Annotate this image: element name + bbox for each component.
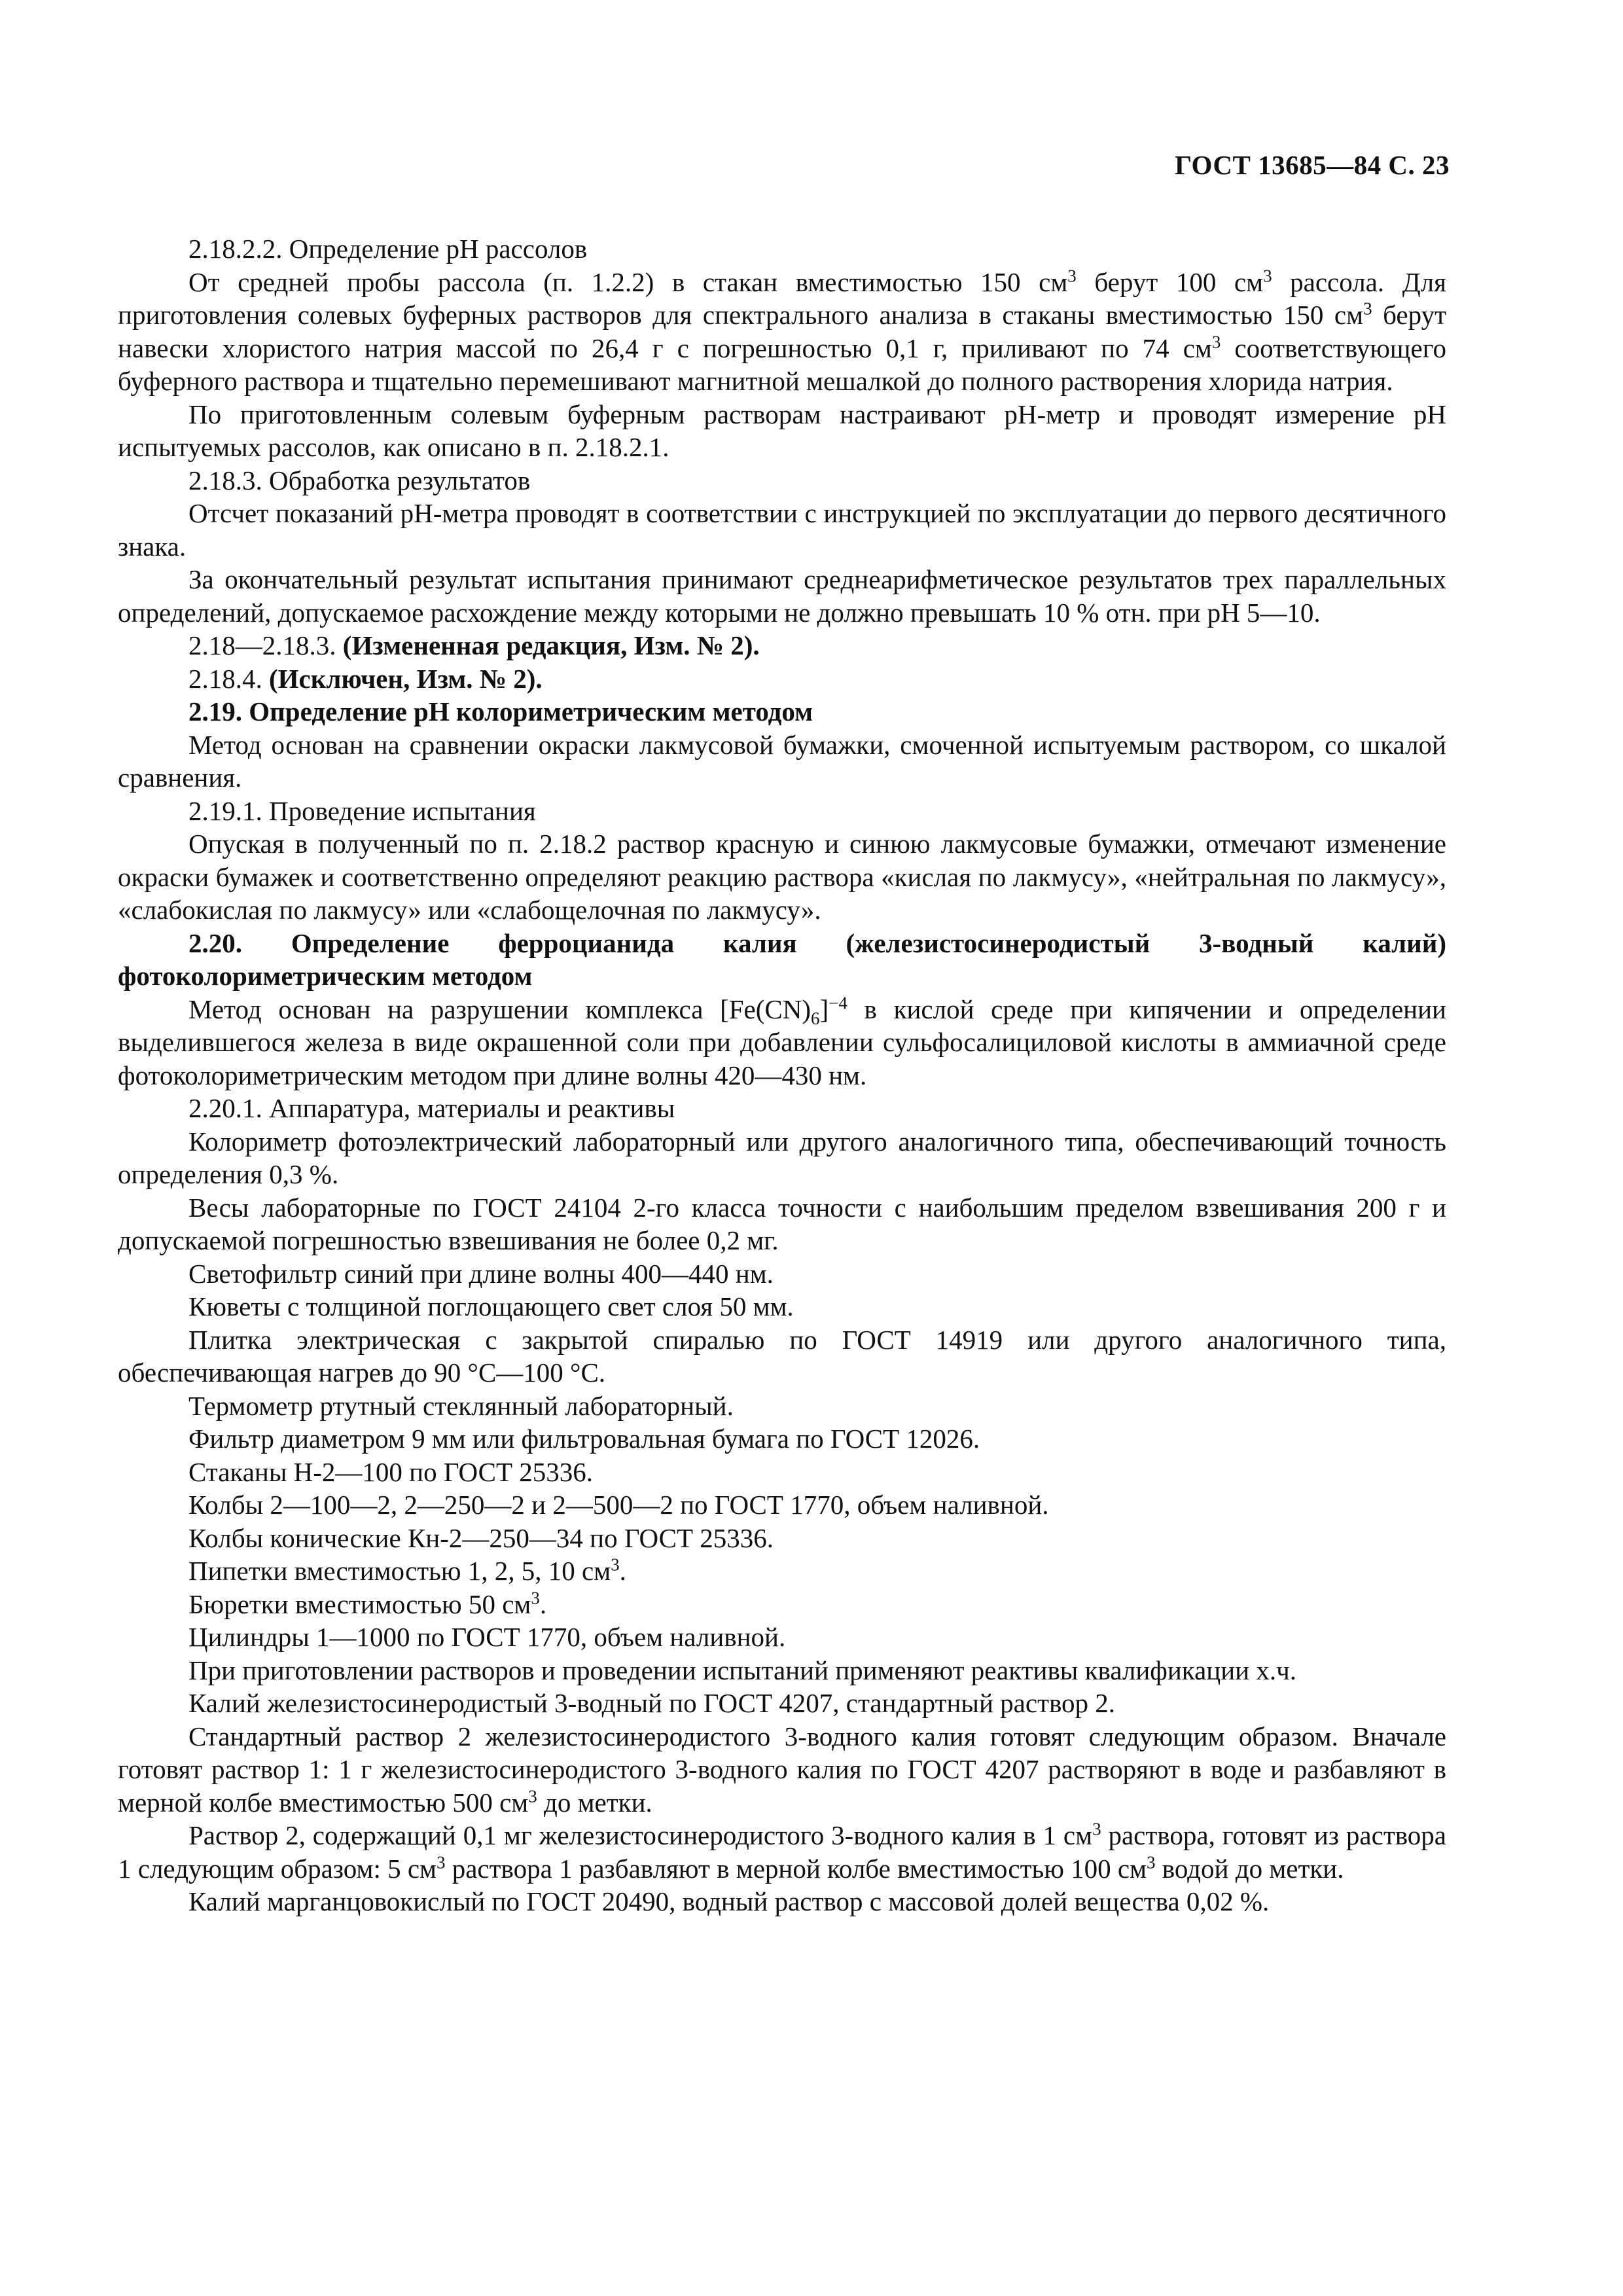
list-item: Кюветы с толщиной поглощающего свет слоя 50 мм. (188, 1291, 794, 1321)
section-2-18-3-title: 2.18.3. Обработка результатов (188, 465, 531, 495)
paragraph: Отсчет показаний рН-метра проводят в соответствии с инструкцией по эксплуатации до первого десятичного знака. (118, 498, 1446, 562)
paragraph: За окончательный результат испытания принимают среднеарифметическое результатов трех параллельных определений, допускаемое расхождение между которыми не должно превышать 10 % отн. при рН 5—10. (118, 564, 1446, 628)
document-body (118, 232, 1446, 1918)
section-2-20-heading: 2.20. Определение ферроцианида калия (железистосинеродистый 3-водный калий) фотоколориметрическим методом (118, 927, 1446, 991)
paragraph: При приготовлении растворов и проведении испытаний применяют реактивы квалификации х.ч. (188, 1655, 1296, 1685)
list-item: Цилиндры 1—1000 по ГОСТ 1770, объем наливной. (188, 1622, 786, 1652)
section-2-19-heading: 2.19. Определение рН колориметрическим методом (188, 696, 813, 726)
paragraph: От средней пробы рассола (п. 1.2.2) в стакан вместимостью 150 $см^3$ берут 100 $см^3$ рассола. Для приготовления солевых буферных растворов для спектрального анализа в стаканы вместимостью 150 $см^3$ берут навески хлористого натрия массой по 26,4 г с погрешностью 0,1 г, приливают по 74 $см^3$ соответствующего буферного раствора и тщательно перемешивают магнитной мешалкой до полного растворения хлорида натрия. (118, 265, 1446, 396)
list-item: Калий марганцовокислый по ГОСТ 20490, водный раствор с массовой долей вещества 0,02 %. (188, 1886, 1270, 1916)
list-item: Колориметр фотоэлектрический лабораторный или другого аналогичного типа, обеспечивающий точность определения 0,3 %. (118, 1126, 1446, 1189)
section-2-18-2-2-title: 2.18.2.2. Определение рН рассолов (188, 234, 588, 264)
list-item: Фильтр диаметром 9 мм или фильтровальная бумага по ГОСТ 12026. (188, 1424, 980, 1454)
amendment-note: 2.18.4. (Исключен, Изм. № 2). (188, 663, 543, 694)
list-item: Бюретки вместимостью 50 $см^3$. (188, 1587, 547, 1619)
paragraph: По приготовленным солевым буферным растворам настраивают рН-метр и проводят измерение рН испытуемых рассолов, как описано в п. 2.18.2.1. (118, 399, 1446, 462)
list-item: Светофильтр синий при длине волны 400—440 нм. (188, 1258, 774, 1289)
list-item: Пипетки вместимостью 1, 2, 5, 10 $см^3$. (188, 1554, 626, 1586)
paragraph: Метод основан на сравнении окраски лакмусовой бумажки, смоченной испытуемым раствором, со шкалой сравнения. (118, 729, 1446, 793)
list-item: Колбы 2—100—2, 2—250—2 и 2—500—2 по ГОСТ 1770, объем наливной. (188, 1490, 1049, 1520)
amendment-note: 2.18—2.18.3. (Измененная редакция, Изм. № 2). (188, 630, 760, 660)
list-item: Весы лабораторные по ГОСТ 24104 2-го класса точности с наибольшим пределом взвешивания 200 г и допускаемой погрешностью взвешивания не более 0,2 мг. (118, 1192, 1446, 1255)
page-header: ГОСТ 13685—84 С. 23 (1174, 150, 1450, 180)
paragraph: Опуская в полученный по п. 2.18.2 раствор красную и синюю лакмусовые бумажки, отмечают изменение окраски бумажек и соответственно определяют реакцию раствора «кислая по лакмусу», «нейтральная по лакмусу», «слабокислая по лакмусу» или «слабощелочная по лакмусу». (118, 829, 1446, 925)
paragraph: Раствор 2, содержащий 0,1 мг железистосинеродистого 3-водного калия в 1 $см^3$ раствора, готовят из раствора 1 следующим образом: 5 $см^3$ раствора 1 разбавляют в мерной колбе вместимостью 100 $см^3$ водой до метки. (118, 1819, 1447, 1884)
list-item: Стаканы Н-2—100 по ГОСТ 25336. (188, 1456, 594, 1487)
section-2-20-1-title: 2.20.1. Аппаратура, материалы и реактивы (188, 1093, 675, 1123)
paragraph: Стандартный раствор 2 железистосинеродистого 3-водного калия готовят следующим образом. Вначале готовят раствор 1: 1 г железистосинеродистого 3-водного калия по ГОСТ 4207 растворяют в воде и разбавляют в мерной колбе вместимостью 500 $см^3$ до метки. (118, 1721, 1446, 1818)
section-2-19-1-title: 2.19.1. Проведение испытания (188, 795, 536, 826)
list-item: Плитка электрическая с закрытой спиралью по ГОСТ 14919 или другого аналогичного типа, обеспечивающая нагрев до 90 °С—100 °С. (118, 1324, 1446, 1388)
paragraph: Метод основан на разрушении комплекса $[Fe(CN)_6]^{-4}$ в кислой среде при кипячении и определении выделившегося железа в виде окрашенной соли при добавлении сульфосалициловой кислоты в аммиачной среде фотоколориметрическим методом при длине волны 420—430 нм. (118, 992, 1446, 1090)
list-item: Термометр ртутный стеклянный лабораторный. (188, 1390, 734, 1421)
list-item: Калий железистосинеродистый 3-водный по ГОСТ 4207, стандартный раствор 2. (188, 1688, 1116, 1718)
list-item: Колбы конические Кн-2—250—34 по ГОСТ 25336. (188, 1522, 774, 1553)
